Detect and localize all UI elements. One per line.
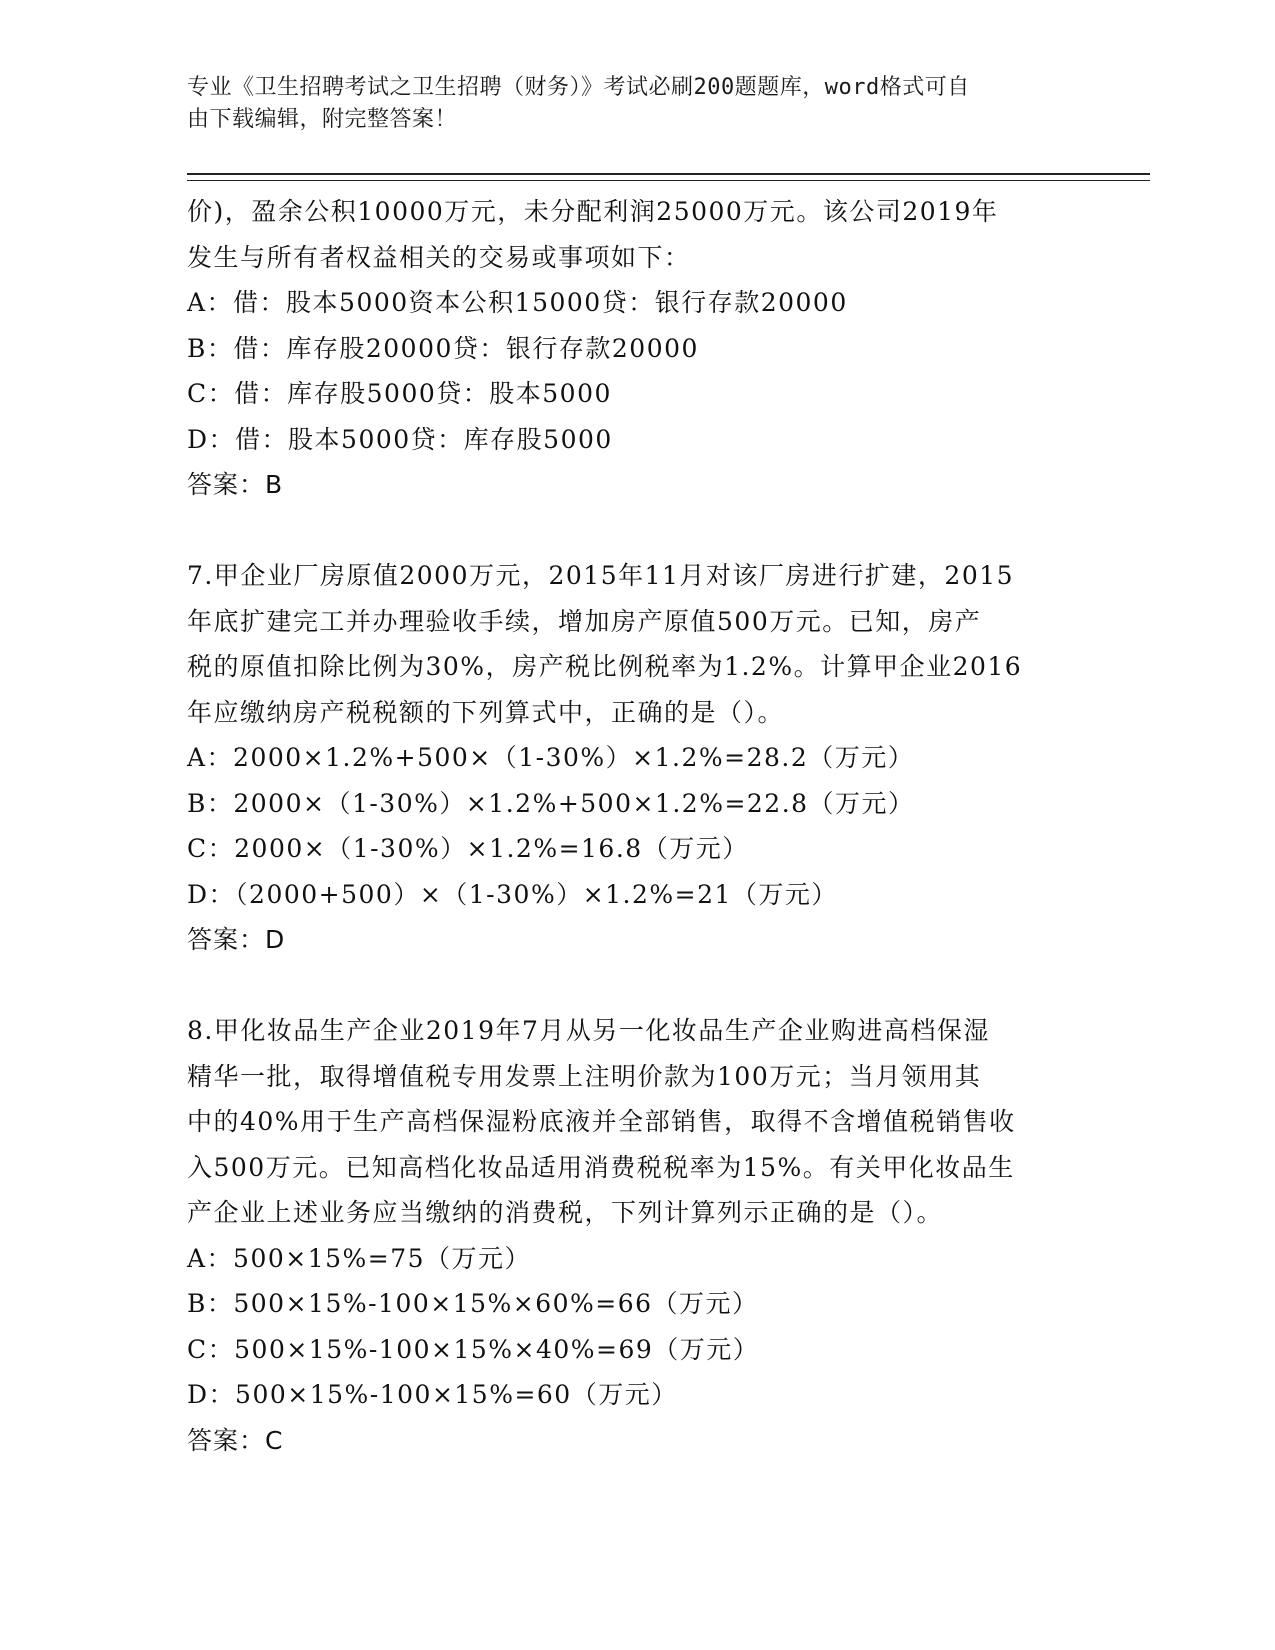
option-c: C：2000×（1-30%）×1.2%=16.8（万元） [187, 834, 749, 863]
option-b: B：借：库存股20000贷：银行存款20000 [187, 333, 699, 363]
header-rule-thin [187, 180, 1150, 181]
document-header [187, 72, 1067, 136]
option-c: C：借：库存股5000贷：股本5000 [187, 379, 612, 408]
header-rule-thick [187, 173, 1150, 175]
question-stem-line: 年底扩建完工并办理验收手续，增加房产原值500万元。已知，房产 [187, 606, 982, 636]
option-b: B：2000×（1-30%）×1.2%+500×1.2%=22.8（万元） [187, 788, 915, 818]
question-stem-line: 价)，盈余公积10000万元，未分配利润25000万元。该公司2019年 [187, 197, 999, 226]
option-a: A：500×15%=75（万元） [187, 1243, 532, 1273]
question-8 [187, 1008, 1087, 1463]
option-a: A：借：股本5000资本公积15000贷：银行存款20000 [187, 288, 848, 317]
option-d: D：借：股本5000贷：库存股5000 [187, 424, 613, 454]
question-stem-line: 税的原值扣除比例为30%，房产税比例税率为1.2%。计算甲企业2016 [187, 652, 1023, 681]
answer: 答案：D [187, 925, 286, 954]
option-d: D：500×15%-100×15%=60（万元） [187, 1380, 678, 1409]
document-body [187, 189, 1087, 1463]
spacer [187, 963, 1087, 1009]
answer: 答案：C [187, 1425, 284, 1455]
question-stem-line: 入500万元。已知高档化妆品适用消费税税率为15%。有关甲化妆品生 [187, 1152, 1015, 1182]
header-line-2: 由下载编辑，附完整答案！ [187, 107, 458, 132]
question-stem-line: 发生与所有者权益相关的交易或事项如下： [187, 242, 691, 272]
question-stem-line: 产企业上述业务应当缴纳的消费税，下列计算列示正确的是（）。 [187, 1198, 944, 1227]
option-d: D：（2000+500）×（1-30%）×1.2%=21（万元） [187, 879, 838, 909]
question-stem-line: 中的40%用于生产高档保湿粉底液并全部销售，取得不含增值税销售收 [187, 1107, 1016, 1136]
question-7 [187, 553, 1087, 963]
answer: 答案：B [187, 470, 284, 499]
question-stem-line: 7.甲企业厂房原值2000万元，2015年11月对该厂房进行扩建，2015 [187, 561, 1015, 590]
option-b: B：500×15%-100×15%×60%=66（万元） [187, 1289, 759, 1318]
option-c: C：500×15%-100×15%×40%=69（万元） [187, 1334, 760, 1364]
question-6 [187, 189, 1087, 508]
spacer [187, 508, 1087, 554]
question-stem-line: 精华一批，取得增值税专用发票上注明价款为100万元；当月领用其 [187, 1061, 982, 1091]
option-a: A：2000×1.2%+500×（1-30%）×1.2%=28.2（万元） [187, 743, 915, 772]
header-line-1: 专业《卫生招聘考试之卫生招聘（财务）》考试必刷200题题库，word格式可自 [187, 75, 970, 100]
question-stem-line: 年应缴纳房产税税额的下列算式中，正确的是（）。 [187, 697, 785, 727]
question-stem-line: 8.甲化妆品生产企业2019年7月从另一化妆品生产企业购进高档保湿 [187, 1016, 990, 1045]
